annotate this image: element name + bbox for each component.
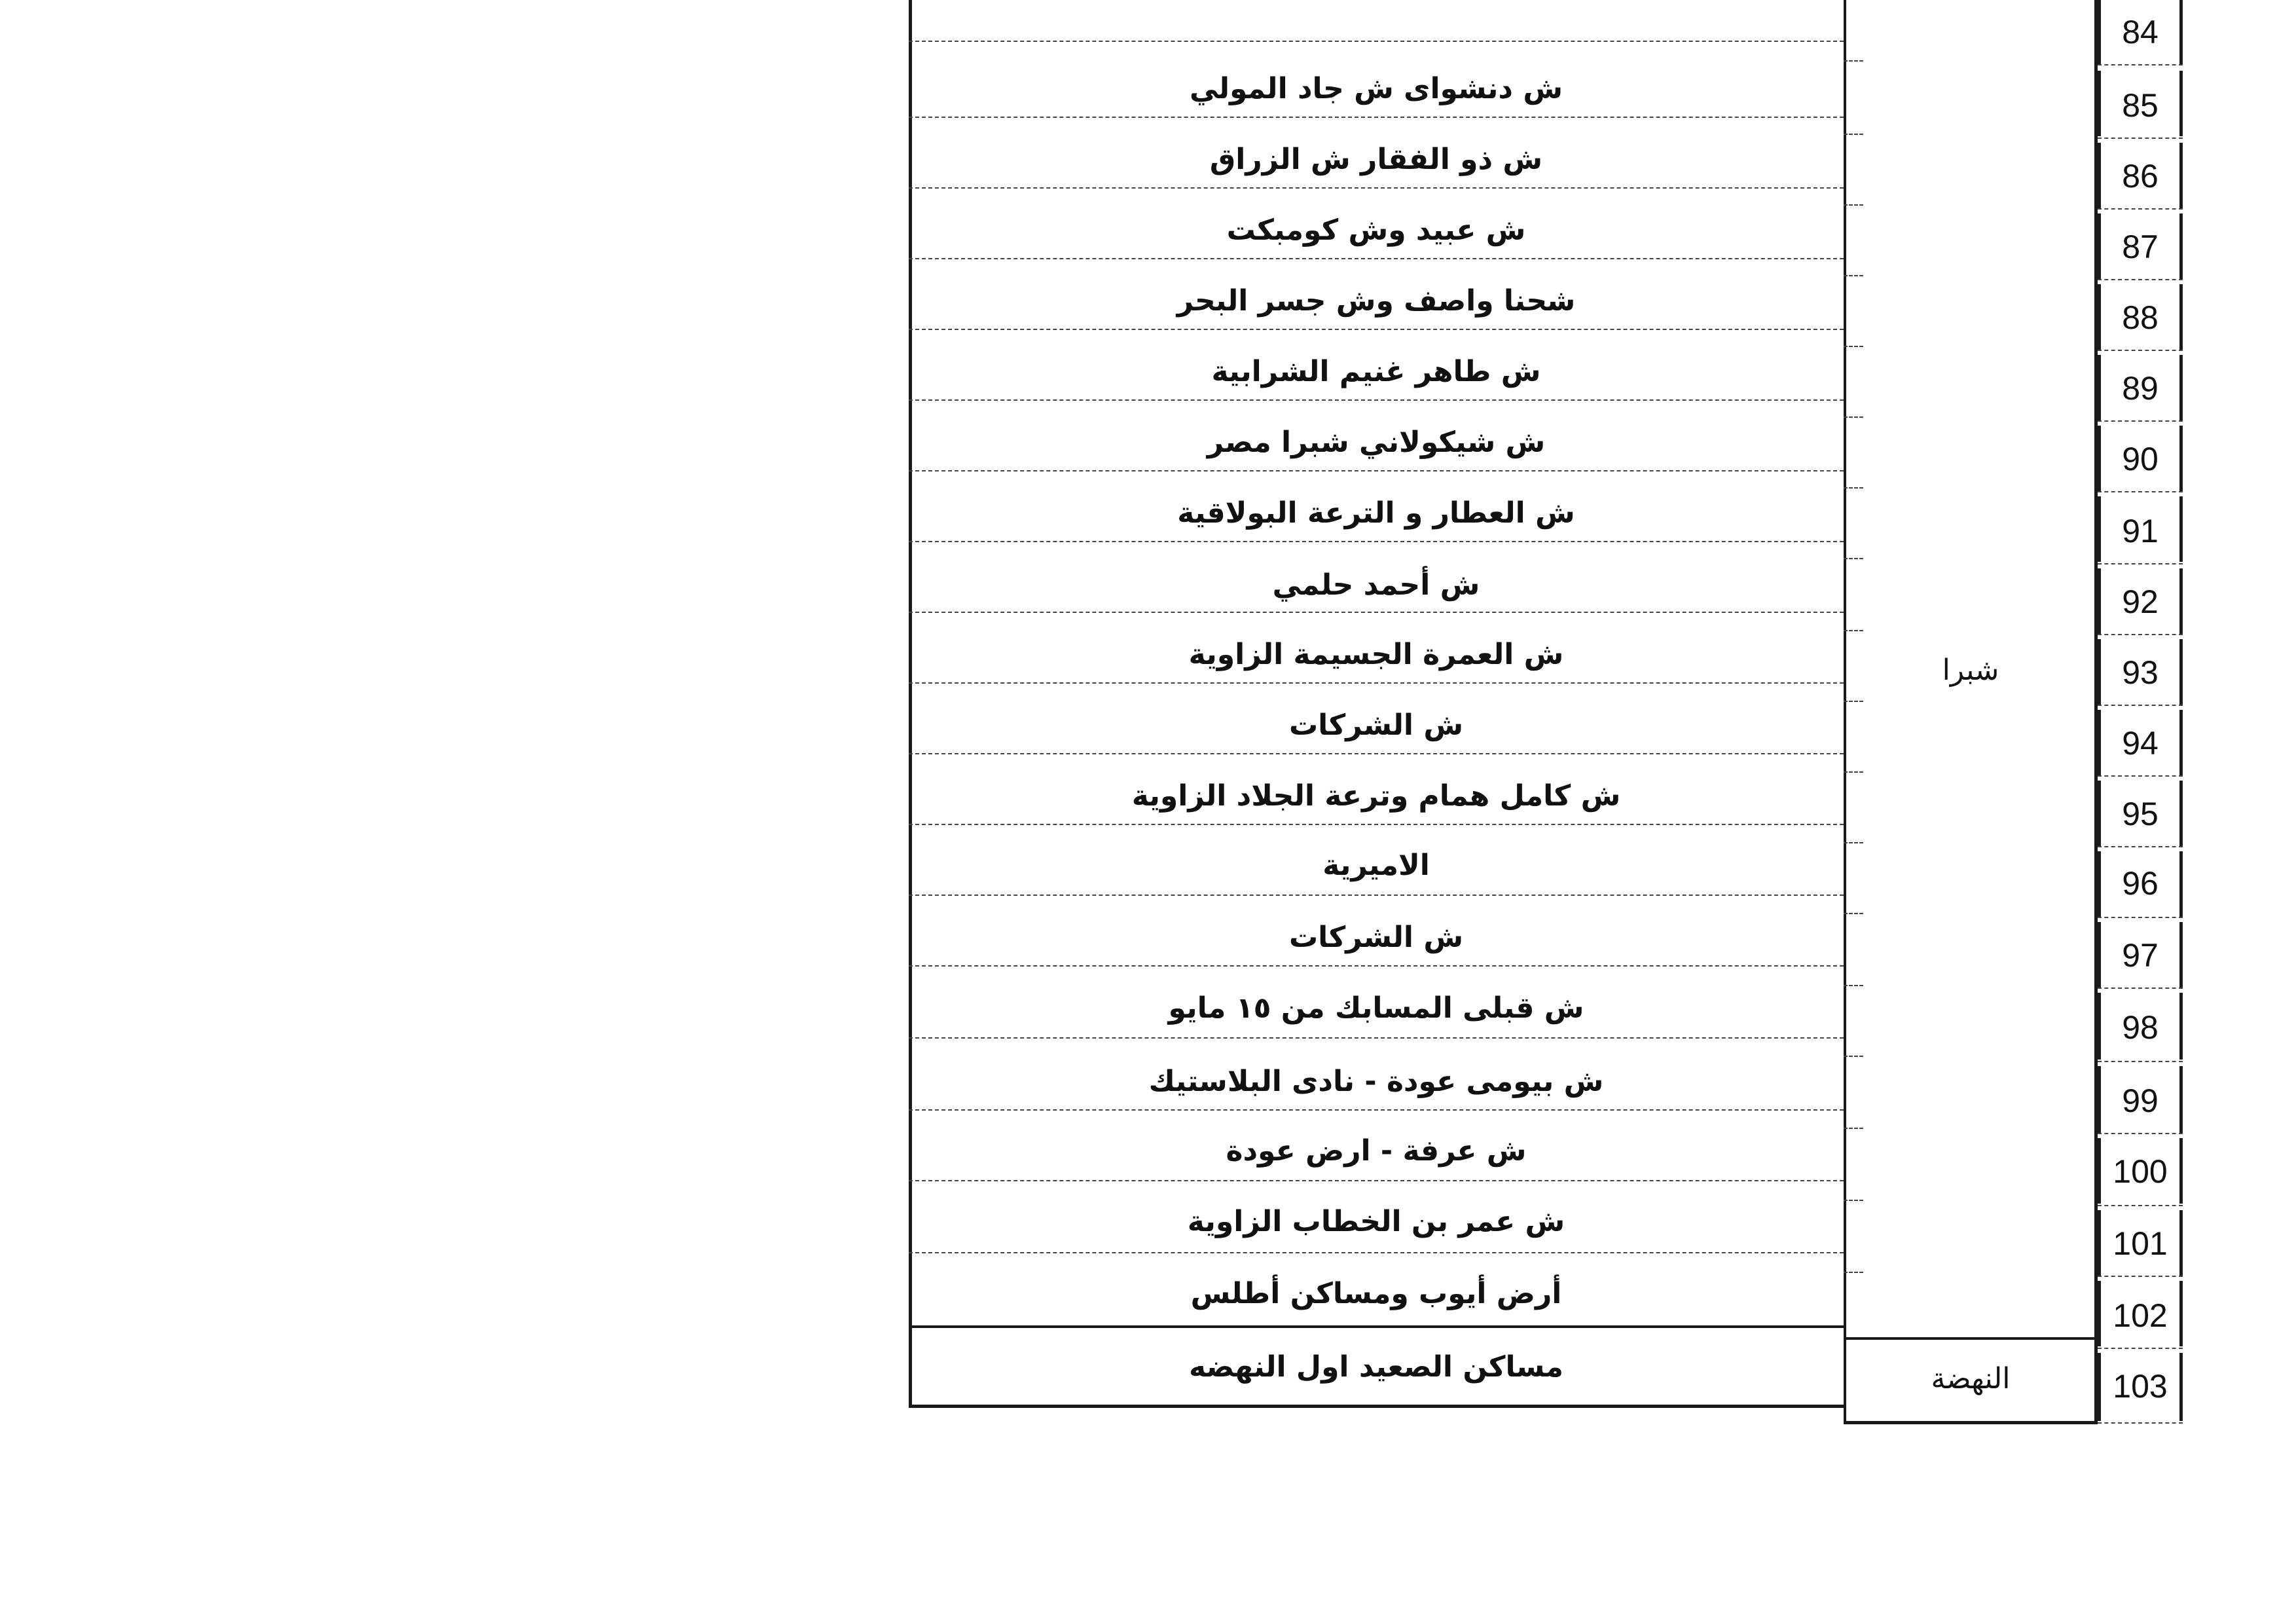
- row-divider: [909, 329, 1844, 330]
- row-number-cell: 96: [2098, 851, 2183, 917]
- street-cell: أرض أيوب ومساكن أطلس: [1190, 1277, 1562, 1310]
- row-divider: [1844, 487, 1863, 489]
- row-divider: [2098, 138, 2183, 139]
- row-divider: [2098, 917, 2183, 918]
- row-number-cell: 84: [2098, 0, 2183, 64]
- street-cell: ش طاهر غنيم الشرابية: [1211, 355, 1541, 388]
- row-divider: [1844, 204, 1863, 206]
- row-number-cell: 102: [2098, 1281, 2183, 1346]
- row-divider: [1844, 1056, 1863, 1057]
- row-divider: [909, 753, 1844, 754]
- street-cell: الاميرية: [1322, 849, 1430, 882]
- street-cell: مساكن الصعيد اول النهضه: [1188, 1350, 1564, 1384]
- row-number-cell: 95: [2098, 781, 2183, 846]
- row-number-cell: 85: [2098, 71, 2183, 136]
- district-label-shubra: شبرا: [1942, 654, 1999, 687]
- street-cell: ش عرفة - ارض عودة: [1226, 1134, 1527, 1168]
- row-divider: [909, 470, 1844, 471]
- street-cell: ش دنشواى ش جاد المولي: [1189, 72, 1563, 105]
- row-divider: [1844, 134, 1863, 135]
- section-divider: [1844, 1337, 2098, 1340]
- street-cell: ش كامل همام وترعة الجلاد الزاوية: [1131, 779, 1621, 813]
- row-divider: [909, 1252, 1844, 1253]
- row-divider: [909, 541, 1844, 542]
- row-number-cell: 98: [2098, 993, 2183, 1060]
- row-number-cell: 93: [2098, 639, 2183, 705]
- row-divider: [2098, 563, 2183, 564]
- row-divider: [2098, 775, 2183, 777]
- row-divider: [2098, 987, 2183, 989]
- row-divider: [909, 1109, 1844, 1111]
- row-divider: [2098, 491, 2183, 492]
- row-number-cell: 94: [2098, 710, 2183, 775]
- street-cell: ش العطار و الترعة البولاقية: [1177, 496, 1575, 530]
- row-number-cell: 89: [2098, 355, 2183, 420]
- row-divider: [2098, 208, 2183, 210]
- row-number-cell: 87: [2098, 213, 2183, 279]
- street-cell: ش عمر بن الخطاب الزاوية: [1187, 1205, 1565, 1238]
- row-divider: [2098, 705, 2183, 706]
- row-divider: [909, 399, 1844, 401]
- row-divider: [1844, 985, 1863, 986]
- row-divider: [909, 258, 1844, 259]
- row-divider: [1844, 1272, 1863, 1273]
- row-divider: [909, 965, 1844, 967]
- row-divider: [1844, 558, 1863, 559]
- streets-table: [909, 0, 2098, 1408]
- district-label-nahda: النهضة: [1931, 1362, 2011, 1395]
- row-divider: [1844, 60, 1863, 62]
- district-column: [1844, 0, 2098, 1424]
- section-divider: [909, 1325, 1844, 1328]
- street-cell: ش شيكولاني شبرا مصر: [1207, 426, 1546, 459]
- row-number-cell: 97: [2098, 922, 2183, 987]
- street-cell: ش العمرة الجسيمة الزاوية: [1188, 638, 1564, 671]
- street-cell: ش أحمد حلمي: [1272, 568, 1480, 602]
- row-divider: [2098, 64, 2183, 65]
- row-divider: [2098, 1133, 2183, 1134]
- row-divider: [2098, 420, 2183, 422]
- row-divider: [1844, 630, 1863, 631]
- row-number-cell: 90: [2098, 426, 2183, 491]
- row-number-cell: 92: [2098, 568, 2183, 634]
- row-divider: [2098, 846, 2183, 847]
- street-cell: ش قبلى المسابك من ١٥ مايو: [1168, 991, 1584, 1025]
- row-divider: [909, 1180, 1844, 1181]
- row-divider: [2098, 1348, 2183, 1349]
- row-divider: [1844, 842, 1863, 843]
- row-divider: [2098, 1061, 2183, 1062]
- row-divider: [909, 41, 1844, 42]
- row-divider: [1844, 1200, 1863, 1201]
- row-divider: [2098, 1276, 2183, 1277]
- row-number-cell: 91: [2098, 496, 2183, 562]
- street-cell: ش الشركات: [1288, 921, 1464, 954]
- row-divider: [909, 612, 1844, 613]
- row-divider: [1844, 771, 1863, 773]
- row-number-cell: 88: [2098, 284, 2183, 350]
- row-divider: [2098, 350, 2183, 351]
- row-number-cell: 86: [2098, 143, 2183, 208]
- street-cell: ش عبيد وش كومبكت: [1226, 213, 1526, 247]
- row-divider: [2098, 279, 2183, 280]
- row-divider: [909, 187, 1844, 189]
- row-divider: [909, 1037, 1844, 1039]
- row-divider: [909, 895, 1844, 896]
- row-divider: [1844, 913, 1863, 914]
- row-divider: [909, 117, 1844, 118]
- row-divider: [2098, 1422, 2183, 1424]
- row-divider: [1844, 275, 1863, 276]
- row-divider: [909, 824, 1844, 825]
- street-cell: [909, 0, 1844, 41]
- row-divider: [1844, 416, 1863, 418]
- row-number-cell: 101: [2098, 1210, 2183, 1276]
- row-divider: [1844, 701, 1863, 702]
- row-divider: [909, 682, 1844, 684]
- street-column: [909, 0, 1844, 1408]
- row-number-cell: 103: [2098, 1353, 2183, 1421]
- number-column: [2098, 0, 2183, 1434]
- street-cell: ش بيومى عودة - نادى البلاستيك: [1148, 1065, 1604, 1098]
- row-divider: [1844, 346, 1863, 347]
- street-cell: شحنا واصف وش جسر البحر: [1176, 284, 1576, 318]
- row-divider: [1844, 1128, 1863, 1129]
- street-cell: ش ذو الفقار ش الزراق: [1209, 143, 1543, 176]
- row-number-cell: 99: [2098, 1066, 2183, 1133]
- row-divider: [2098, 634, 2183, 635]
- street-cell: ش الشركات: [1288, 709, 1464, 742]
- row-divider: [2098, 1205, 2183, 1206]
- row-number-cell: 100: [2098, 1138, 2183, 1204]
